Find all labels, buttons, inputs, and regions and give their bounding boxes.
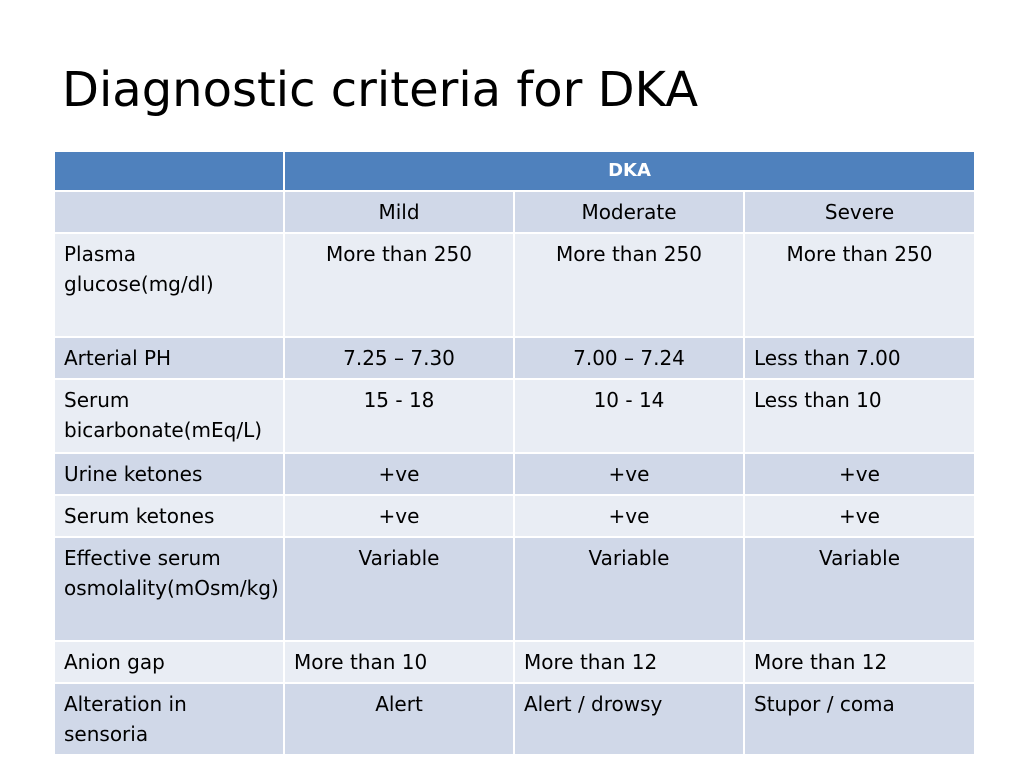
cell-mild: Variable (284, 537, 514, 641)
cell-severe: Less than 10 (744, 379, 975, 453)
table-row (54, 641, 975, 683)
cell-severe: Stupor / coma (744, 683, 975, 755)
cell-severe: More than 12 (744, 641, 975, 683)
row-label: Urine ketones (54, 453, 284, 495)
row-label: Effective serum osmolality(mOsm/kg) (54, 537, 284, 641)
cell-mild: 15 - 18 (284, 379, 514, 453)
severity-header-row (54, 191, 975, 233)
cell-moderate: +ve (514, 495, 744, 537)
cell-moderate: Variable (514, 537, 744, 641)
table-row (54, 337, 975, 379)
row-label: Anion gap (54, 641, 284, 683)
column-header-mild: Mild (284, 191, 514, 233)
cell-mild: Alert (284, 683, 514, 755)
table-row (54, 495, 975, 537)
table-header-row (54, 151, 975, 191)
cell-severe: More than 250 (744, 233, 975, 337)
table-row (54, 233, 975, 337)
header-empty-cell (54, 151, 284, 191)
cell-mild: +ve (284, 453, 514, 495)
cell-moderate: More than 250 (514, 233, 744, 337)
dka-criteria-table (53, 150, 976, 756)
row-label: Alteration in sensoria (54, 683, 284, 755)
cell-severe: Less than 7.00 (744, 337, 975, 379)
slide-title: Diagnostic criteria for DKA (62, 62, 699, 118)
table-row (54, 379, 975, 453)
cell-moderate: More than 12 (514, 641, 744, 683)
cell-mild: +ve (284, 495, 514, 537)
table-row (54, 453, 975, 495)
cell-severe: +ve (744, 495, 975, 537)
table-row (54, 537, 975, 641)
cell-moderate: Alert / drowsy (514, 683, 744, 755)
cell-severe: Variable (744, 537, 975, 641)
row-label: Serum bicarbonate(mEq/L) (54, 379, 284, 453)
row-label: Arterial PH (54, 337, 284, 379)
cell-moderate: 7.00 – 7.24 (514, 337, 744, 379)
column-header-severe: Severe (744, 191, 975, 233)
cell-mild: More than 10 (284, 641, 514, 683)
cell-moderate: 10 - 14 (514, 379, 744, 453)
cell-mild: More than 250 (284, 233, 514, 337)
cell-severe: +ve (744, 453, 975, 495)
cell-moderate: +ve (514, 453, 744, 495)
table-row (54, 683, 975, 755)
subheader-empty-cell (54, 191, 284, 233)
cell-mild: 7.25 – 7.30 (284, 337, 514, 379)
column-header-moderate: Moderate (514, 191, 744, 233)
dka-group-header: DKA (284, 151, 975, 191)
row-label: Plasma glucose(mg/dl) (54, 233, 284, 337)
row-label: Serum ketones (54, 495, 284, 537)
